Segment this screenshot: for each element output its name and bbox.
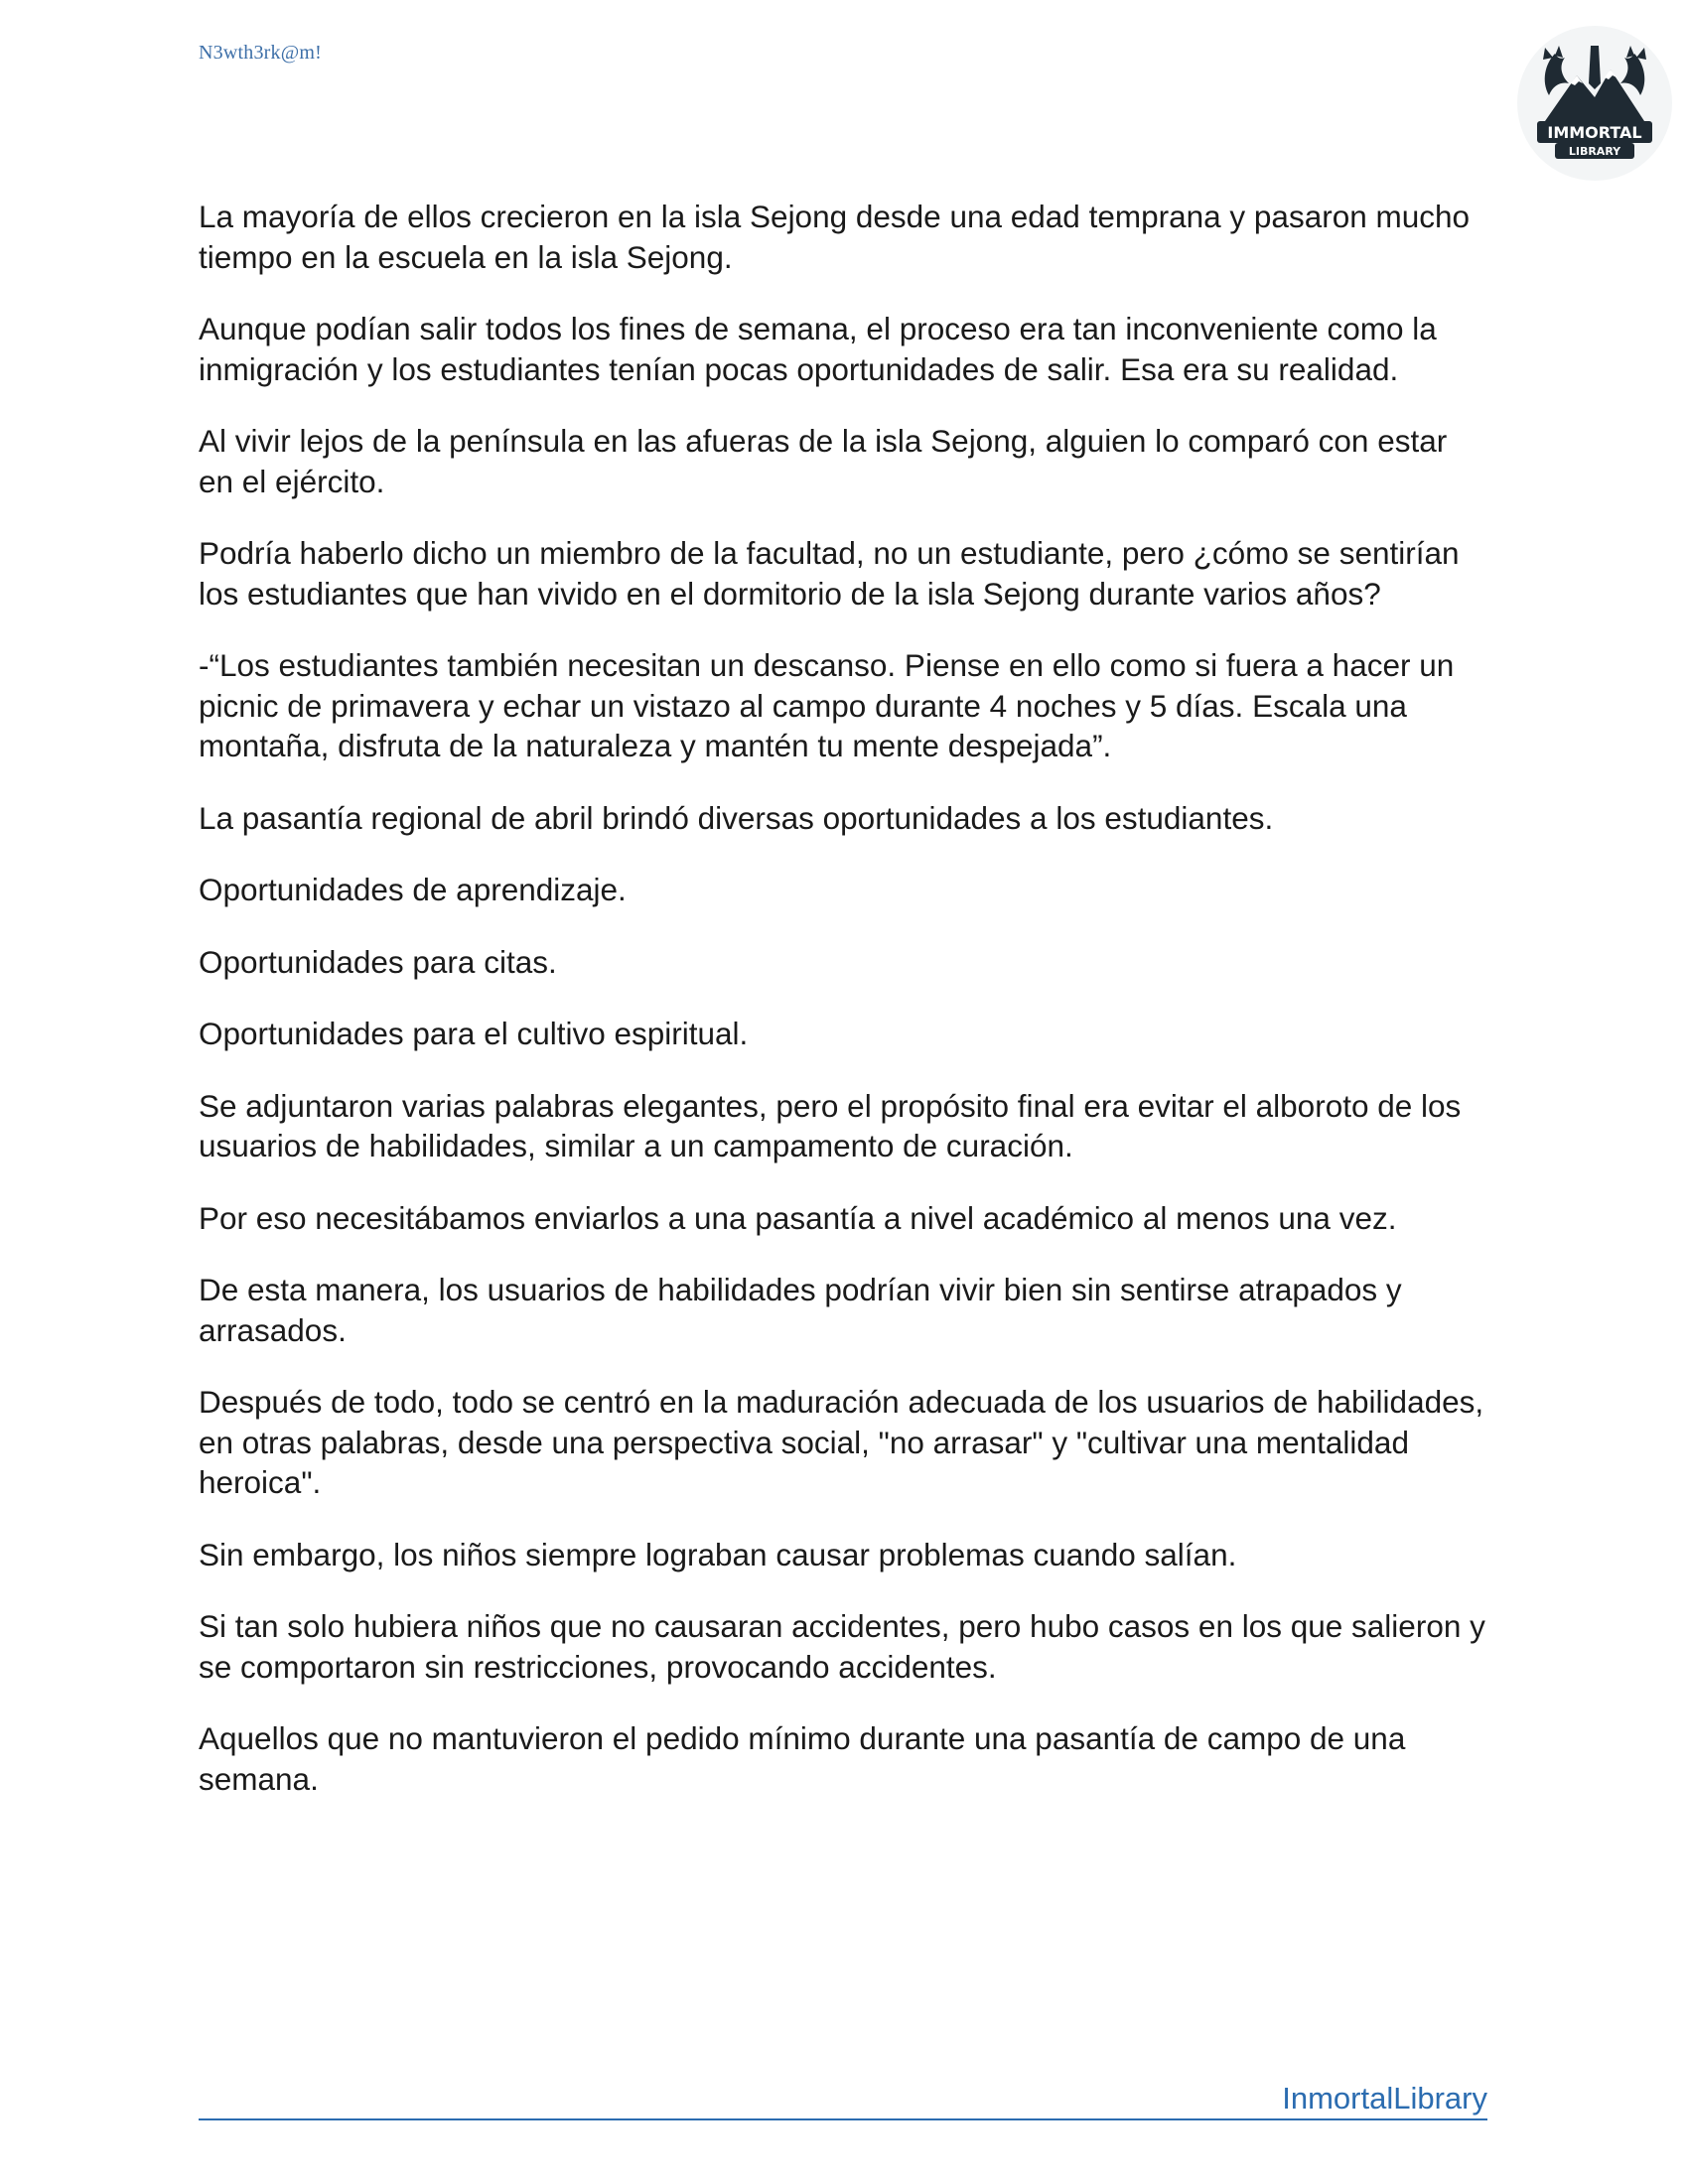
paragraph: Después de todo, todo se centró en la maduración adecuada de los usuarios de habilidades, en otras palabras, desde una perspectiva social, "no arrasar" y "cultivar una mentalidad heroica". [199, 1384, 1484, 1500]
header-tag: N3wth3rk@m! [199, 42, 322, 64]
paragraph: Aquellos que no mantuvieron el pedido mínimo durante una pasantía de campo de una semana. [199, 1720, 1406, 1797]
paragraph: Por eso necesitábamos enviarlos a una pasantía a nivel académico al menos una vez. [199, 1199, 1397, 1236]
paragraph: Oportunidades para el cultivo espiritual. [199, 1016, 749, 1051]
paragraph: La pasantía regional de abril brindó diversas oportunidades a los estudiantes. [199, 799, 1274, 836]
paragraph: Oportunidades para citas. [199, 943, 557, 980]
logo-line1: IMMORTAL [1547, 123, 1642, 142]
logo-line2: LIBRARY [1568, 145, 1621, 158]
footer-link[interactable]: InmortalLibrary [1282, 2081, 1487, 2116]
chapter-body [199, 197, 1489, 1831]
paragraph: Podría haberlo dicho un miembro de la facultad, no un estudiante, pero ¿cómo se sentirían los estudiantes que han vivido en el dormitorio de la isla Sejong durante varios años? [199, 535, 1460, 612]
paragraph: -“Los estudiantes también necesitan un descanso. Piense en ello como si fuera a hacer un picnic de primavera y echar un vistazo al campo durante 4 noches y 5 días. Escala una montaña, disfruta de la naturaleza y mantén tu mente despejada”. [199, 647, 1455, 763]
paragraph: Aunque podían salir todos los fines de semana, el proceso era tan inconveniente como la inmigración y los estudiantes tenían pocas oportunidades de salir. Esa era su realidad. [199, 311, 1437, 387]
paragraph: Oportunidades de aprendizaje. [199, 872, 627, 907]
paragraph: Se adjuntaron varias palabras elegantes, pero el propósito final era evitar el alboroto de los usuarios de habilidades, similar a un campamento de curación. [199, 1087, 1462, 1163]
paragraph: Sin embargo, los niños siempre lograban causar problemas cuando salían. [199, 1536, 1237, 1572]
immortal-library-crest-icon [1515, 24, 1674, 183]
immortal-library-logo [1515, 24, 1674, 183]
footer [199, 2075, 1487, 2120]
paragraph: La mayoría de ellos crecieron en la isla Sejong desde una edad temprana y pasaron mucho tiempo en la escuela en la isla Sejong. [199, 199, 1471, 275]
paragraph: De esta manera, los usuarios de habilidades podrían vivir bien sin sentirse atrapados y arrasados. [199, 1272, 1402, 1348]
paragraph: Si tan solo hubiera niños que no causaran accidentes, pero hubo casos en los que salieron y se comportaron sin restricciones, provocando accidentes. [199, 1608, 1485, 1685]
paragraph: Al vivir lejos de la península en las afueras de la isla Sejong, alguien lo comparó con estar en el ejército. [199, 423, 1448, 499]
